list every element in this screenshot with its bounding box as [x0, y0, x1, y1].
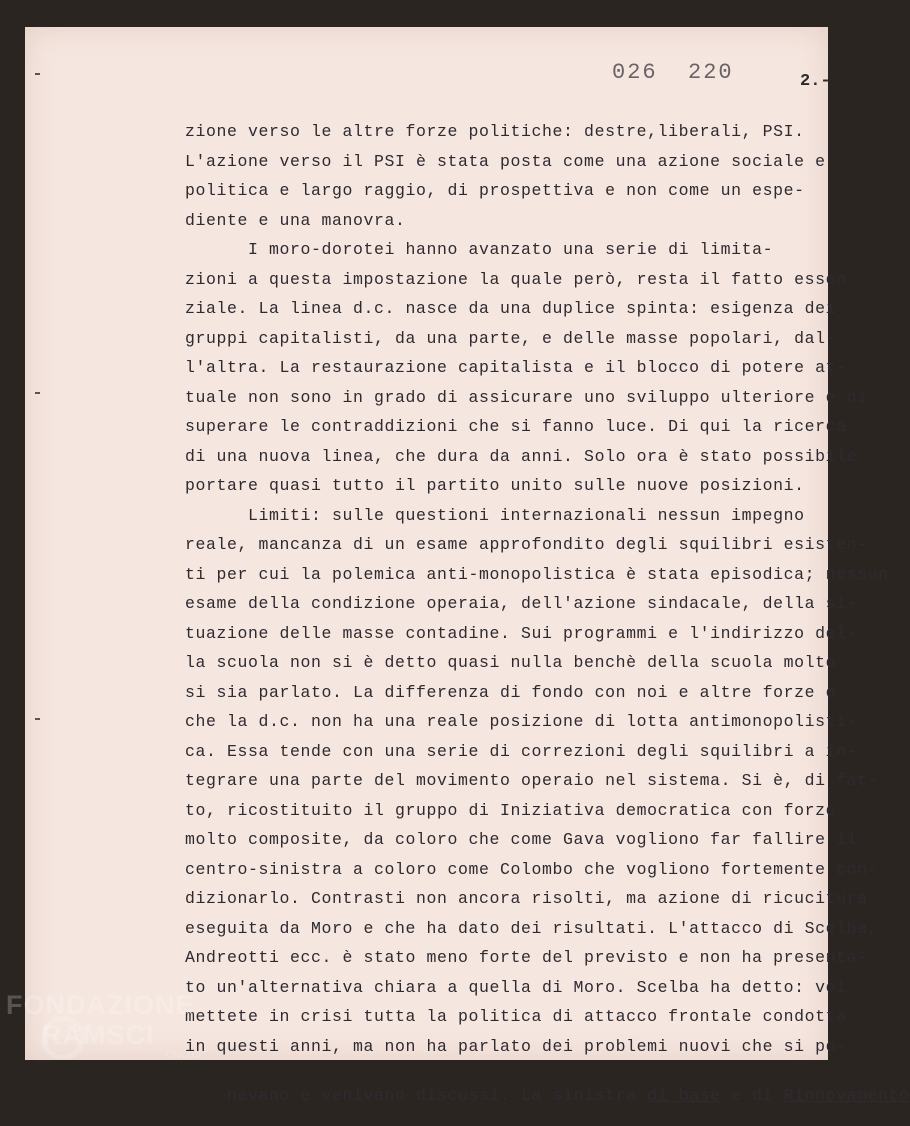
text-line: politica e largo raggio, di prospettiva e non come un espe-	[185, 181, 805, 200]
text-line: I moro-dorotei hanno avanzato una serie di limita-	[185, 240, 774, 259]
text-line: eseguita da Moro e che ha dato dei risultati. L'attacco di Scelba,	[185, 919, 879, 938]
text-line: che la d.c. non ha una reale posizione di lotta antimonopolisti-	[185, 712, 858, 731]
archive-number: 026 220	[612, 60, 734, 85]
page-number: 2.-	[800, 72, 831, 91]
margin-mark	[35, 392, 40, 394]
text-line: to, ricostituito il gruppo di Iniziativa democratica con forze	[185, 801, 837, 820]
text-line: zione verso le altre forze politiche: destre,liberali, PSI.	[185, 122, 805, 141]
text-line: Andreotti ecc. è stato meno forte del previsto e non ha presenta-	[185, 948, 868, 967]
margin-mark	[35, 73, 40, 75]
text-fragment: nevano e venivano discussi. La sinistra	[227, 1086, 648, 1105]
text-line: tegrare una parte del movimento operaio nel sistema. Si è, di fat-	[185, 771, 879, 790]
text-line: dizionarlo. Contrasti non ancora risolti, ma azione di ricucitura	[185, 889, 868, 908]
text-line: l'altra. La restaurazione capitalista e il blocco di potere at-	[185, 358, 847, 377]
text-line: portare quasi tutto il partito unito sulle nuove posizioni.	[185, 476, 805, 495]
underlined-phrase: Rinnovamento	[783, 1086, 910, 1105]
text-line: in questi anni, ma non ha parlato dei problemi nuovi che si po-	[185, 1037, 847, 1056]
text-line: ca. Essa tende con una serie di correzioni degli squilibri a in-	[185, 742, 858, 761]
text-line: ziale. La linea d.c. nasce da una duplice spinta: esigenza dei	[185, 299, 837, 318]
text-line: zioni a questa impostazione la quale però, resta il fatto essen	[185, 270, 847, 289]
text-line: to un'alternativa chiara a quella di Moro. Scelba ha detto: voi	[185, 978, 847, 997]
text-line: mettete in crisi tutta la politica di attacco frontale condotta	[185, 1007, 847, 1026]
text-line: esame della condizione operaia, dell'azione sindacale, della si-	[185, 594, 858, 613]
text-line: reale, mancanza di un esame approfondito degli squilibri esisten-	[185, 535, 868, 554]
watermark-line-1: FONDAZIONE	[6, 990, 195, 1020]
text-line: superare le contraddizioni che si fanno luce. Di qui la ricerca	[185, 417, 847, 436]
margin-mark	[35, 718, 40, 720]
text-line: molto composite, da coloro che come Gava vogliono far fallire il	[185, 830, 858, 849]
text-line-last	[185, 1066, 910, 1126]
text-line: tuazione delle masse contadine. Sui programmi e l'indirizzo del-	[185, 624, 858, 643]
text-line: gruppi capitalisti, da una parte, e delle masse popolari, dal-	[185, 329, 837, 348]
text-line: L'azione verso il PSI è stata posta come una azione sociale e	[185, 152, 826, 171]
underlined-phrase: di base	[647, 1086, 721, 1105]
watermark-line-2: RAMSCI	[42, 1020, 155, 1050]
watermark-subtitle: ONLUS	[166, 1050, 203, 1060]
text-line: ti per cui la polemica anti-monopolistica è stata episodica; nessun	[185, 565, 889, 584]
text-line: la scuola non si è detto quasi nulla benchè della scuola molto	[185, 653, 837, 672]
text-fragment: e di	[720, 1086, 784, 1105]
text-line: diente e una manovra.	[185, 211, 406, 230]
text-line: si sia parlato. La differenza di fondo con noi e altre forze è	[185, 683, 837, 702]
text-line: Limiti: sulle questioni internazionali nessun impegno	[185, 506, 805, 525]
text-line: centro-sinistra a coloro come Colombo che vogliono fortemente con-	[185, 860, 879, 879]
text-line: di una nuova linea, che dura da anni. Solo ora è stato possibile	[185, 447, 858, 466]
text-line: tuale non sono in grado di assicurare uno sviluppo ulteriore e di	[185, 388, 868, 407]
